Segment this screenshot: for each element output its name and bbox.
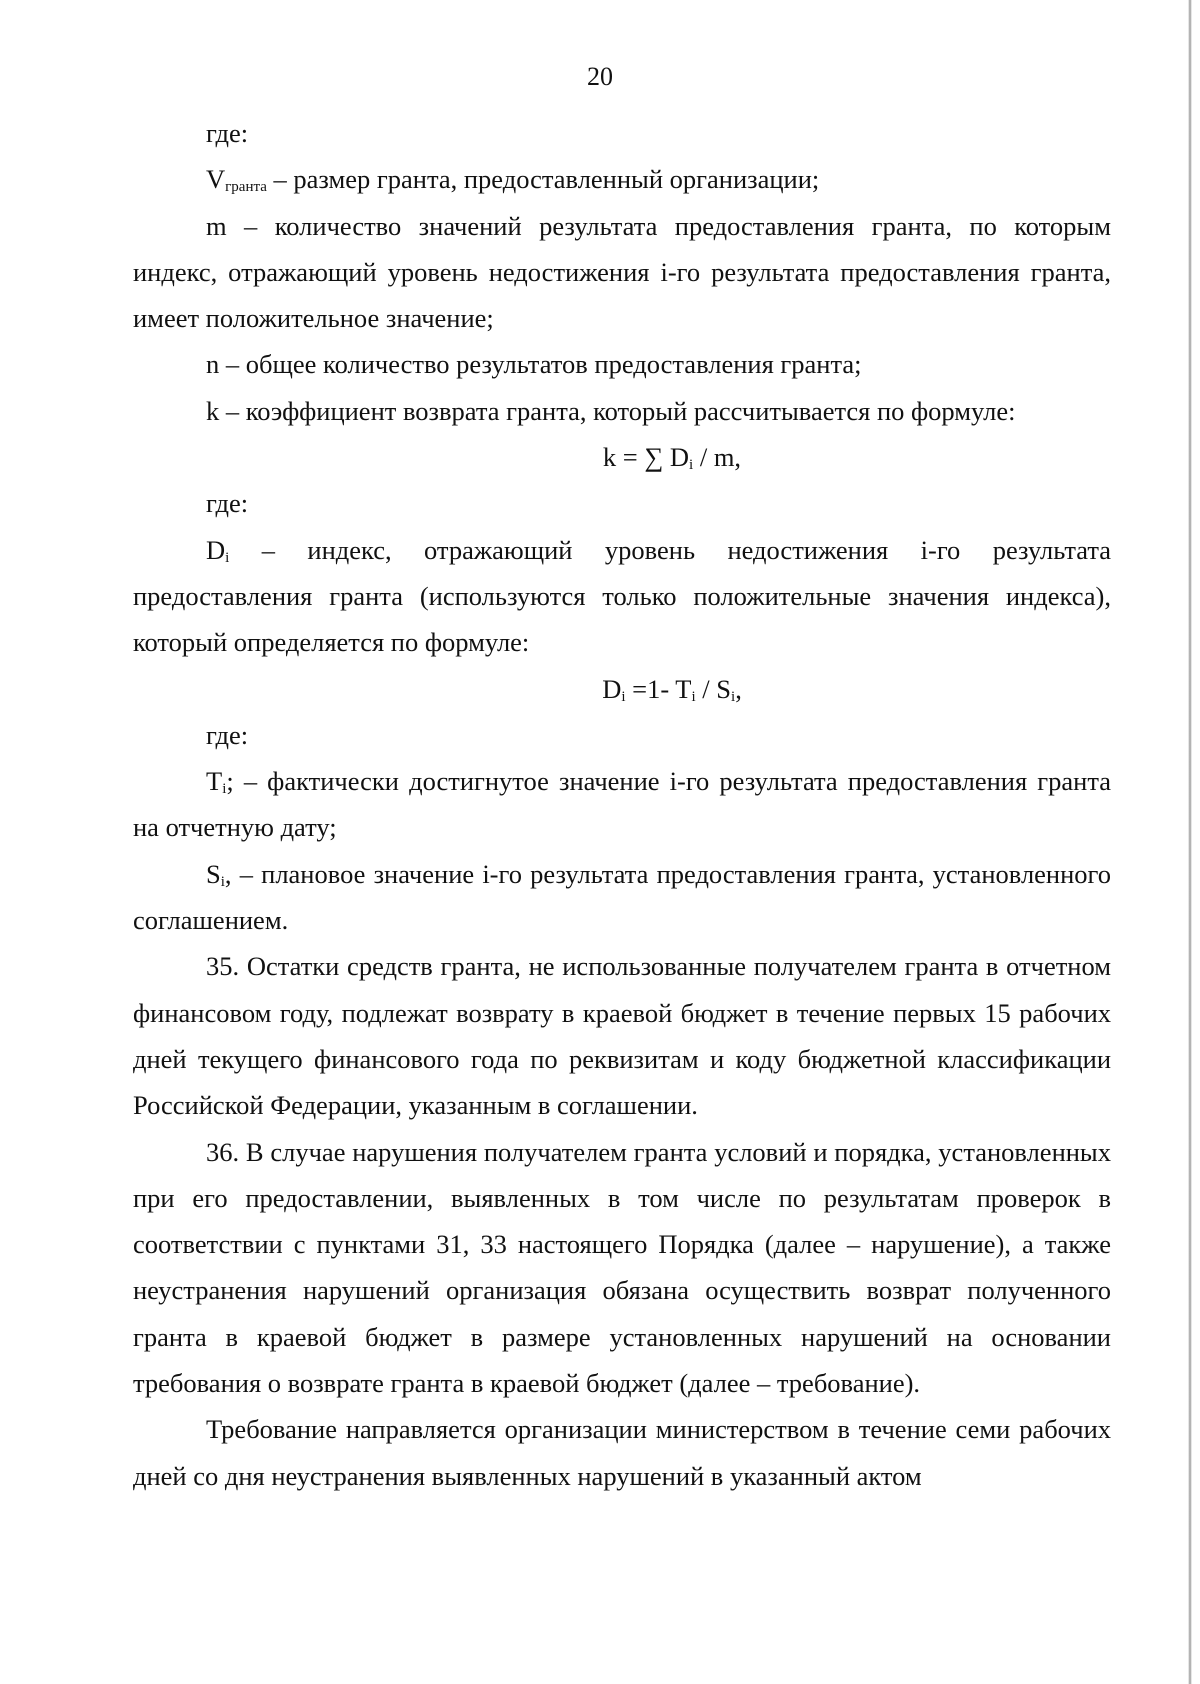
symbol-v: V <box>206 164 226 195</box>
definition-m: m – количество значений результата предоставления гранта, по которым индекс, отражающий уровень недостижения i-го результата предоставления гранта, имеет положительное значение; <box>133 210 1111 334</box>
definition-v-grant <box>133 156 1111 202</box>
paragraph-requirement: Требование направляется организации министерством в течение семи рабочих дней со дня неустранения выявленных нарушений в указанный актом <box>133 1414 1111 1491</box>
definition-d: $D_i$ – индекс, отражающий уровень недостижения i-го результата предоставления гранта (используются только положительные значения индекса), который определяется по формуле: <box>133 534 1111 658</box>
definition-n: n – общее количество результатов предоставления гранта; <box>206 349 862 380</box>
formula-k: k = ∑ $D_i$ / m, <box>602 442 742 474</box>
definition-s-text: , – плановое значение i-го результата предоставления гранта, установленного соглашением. <box>133 858 1111 936</box>
symbol-s: S <box>206 858 221 889</box>
definition-d-text: – индекс, отражающий уровень недостижения i-го результата предоставления гранта (используются только положительные значения индекса), который определяется по формуле: <box>133 534 1111 658</box>
definition-s: $S_i$, – плановое значение i-го результата предоставления гранта, установленного соглашением. <box>133 858 1111 936</box>
formula-d: $D_i =1-$ $T_i / S_i$, <box>602 673 742 705</box>
scan-edge-shadow <box>1188 0 1192 1684</box>
paragraph-35: 35. Остатки средств гранта, не использованные получателем гранта в отчетном финансовом году, подлежат возврату в краевой бюджет в течение первых 15 рабочих дней текущего финансового года по реквизитам и коду бюджетной классификации Российской Федерации, указанным в соглашении. <box>133 951 1111 1121</box>
definition-v-text: – размер гранта, предоставленный организации; <box>266 164 820 195</box>
definition-t: $T_i$; – фактически достигнутое значение i-го результата предоставления гранта на отчетную дату; <box>133 766 1111 843</box>
definition-t-text: ; – фактически достигнутое значение i-го результата предоставления гранта на отчетную дату; <box>133 766 1111 843</box>
paragraph-36: 36. В случае нарушения получателем гранта условий и порядка, установленных при его предоставлении, выявленных в том числе по результатам проверок в соответствии с пунктами 31, 33 настоящего Порядка (далее – нарушение), а также неустранения нарушений организация обязана осуществить возврат полученного гранта в краевой бюджет в размере установленных нарушений на основании требования о возврате гранта в краевой бюджет (далее – требование). <box>133 1136 1111 1399</box>
where-label-3: где: <box>206 719 249 750</box>
where-label-1: где: <box>206 118 249 148</box>
symbol-d: D <box>206 534 226 565</box>
definition-k: k – коэффициент возврата гранта, который рассчитывается по формуле: <box>206 395 1016 426</box>
document-body <box>133 110 1111 1499</box>
symbol-t: T <box>206 766 223 797</box>
subscript-granta: гранта <box>225 179 267 196</box>
page-number: 20 <box>587 62 613 91</box>
where-label-2: где: <box>206 488 249 519</box>
